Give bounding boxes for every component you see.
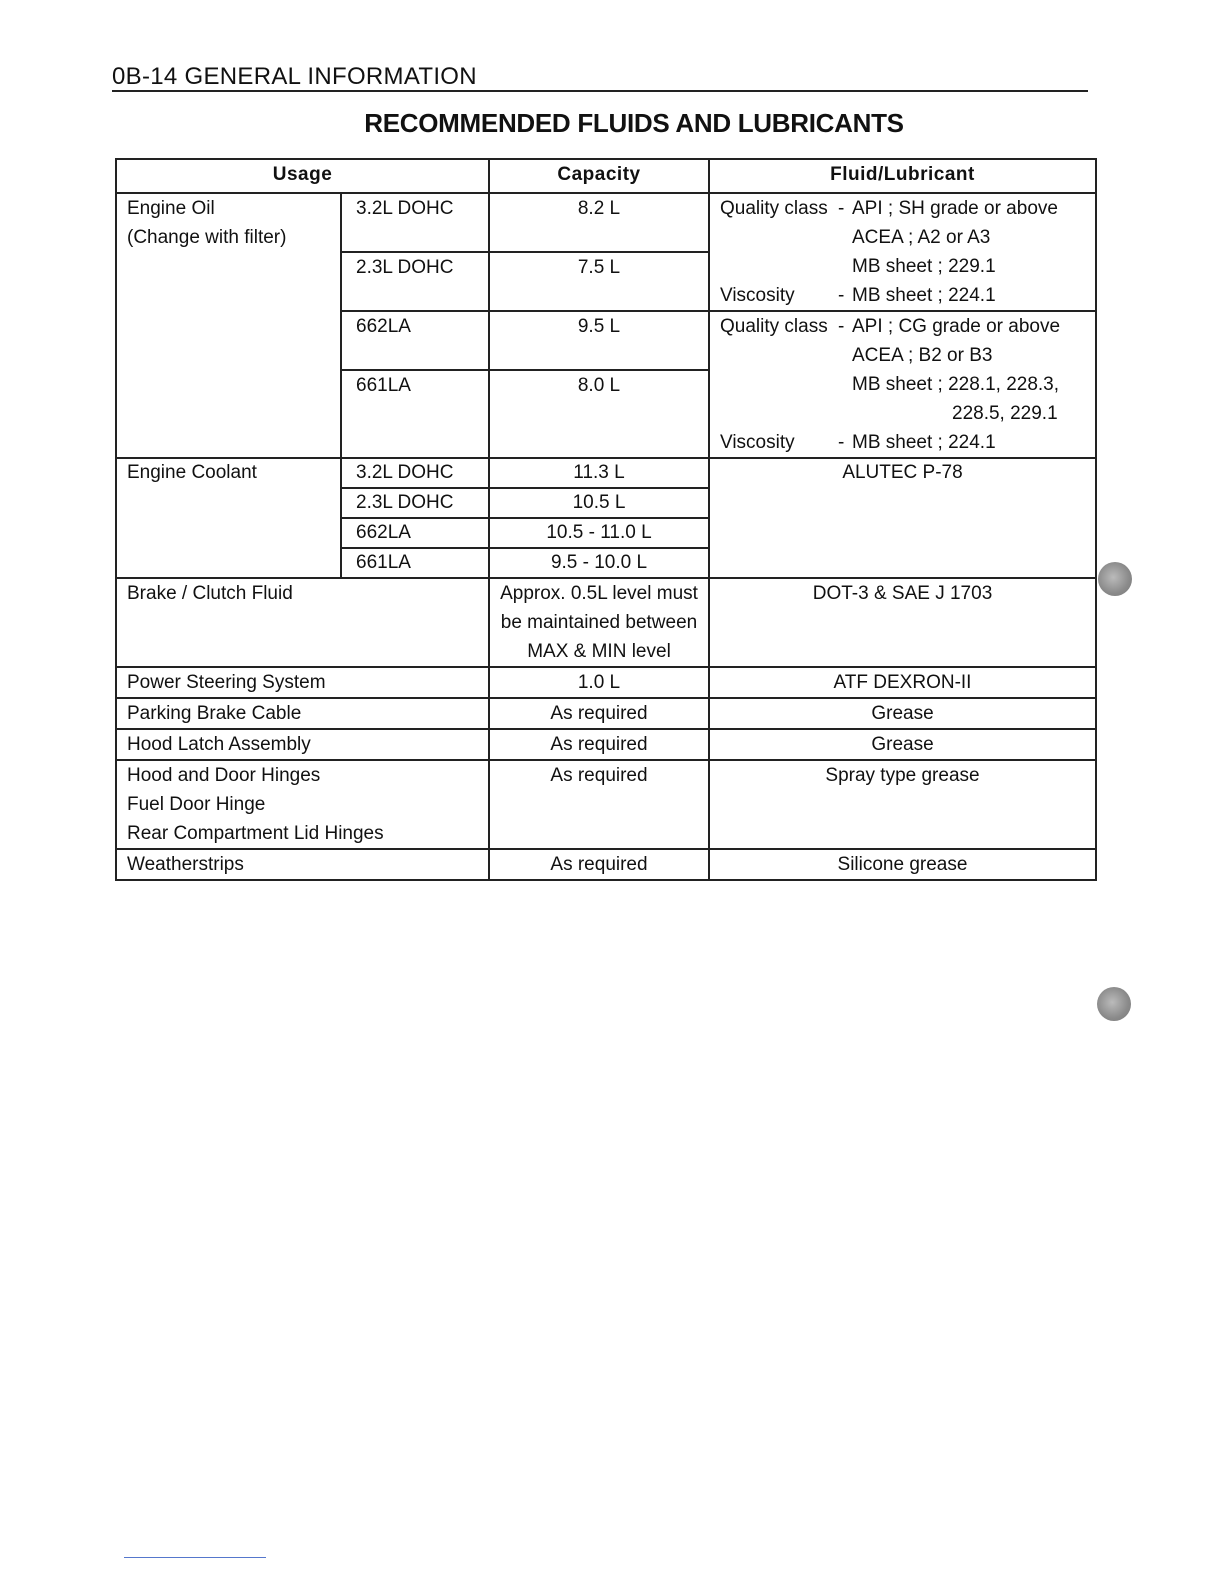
diesel-oil-spec	[709, 311, 1096, 458]
fluids-table	[115, 158, 1097, 881]
header-capacity: Capacity	[489, 159, 709, 193]
brake-capacity-line: MAX & MIN level	[527, 641, 671, 662]
engine-type: 3.2L DOHC	[341, 193, 489, 252]
table-row	[116, 578, 1096, 667]
usage-line: Fuel Door Hinge	[127, 794, 266, 815]
engine-type: 662LA	[341, 311, 489, 370]
quality-class-label: Quality class	[720, 198, 828, 219]
capacity-cell: As required	[489, 849, 709, 880]
brake-capacity-line: Approx. 0.5L level must	[500, 583, 698, 604]
usage-cell: Power Steering System	[116, 667, 489, 698]
gasoline-oil-spec	[709, 193, 1096, 311]
capacity-cell: 1.0 L	[489, 667, 709, 698]
binder-hole-mark	[1097, 987, 1131, 1021]
capacity-cell: 10.5 - 11.0 L	[489, 518, 709, 548]
engine-oil-usage	[116, 193, 341, 458]
fluid-cell: Grease	[709, 698, 1096, 729]
page-header: 0B-14 GENERAL INFORMATION	[112, 64, 1088, 92]
page-title-text: RECOMMENDED FLUIDS AND LUBRICANTS	[364, 108, 904, 138]
mb-sheet: MB sheet ; 228.1, 228.3,	[852, 374, 1060, 395]
brake-fluid: DOT-3 & SAE J 1703	[709, 578, 1096, 667]
table-row	[116, 458, 1096, 488]
binder-hole-mark	[1098, 562, 1132, 596]
table-row	[116, 849, 1096, 880]
table-row	[116, 760, 1096, 849]
header-usage: Usage	[116, 159, 489, 193]
capacity-cell: 8.2 L	[489, 193, 709, 252]
engine-type: 2.3L DOHC	[341, 252, 489, 311]
engine-oil-label: Engine Oil	[127, 198, 215, 219]
capacity-cell: 7.5 L	[489, 252, 709, 311]
acea-grade: ACEA ; A2 or A3	[852, 227, 991, 248]
table-header-row	[116, 159, 1096, 193]
capacity-cell: As required	[489, 729, 709, 760]
table-row	[116, 729, 1096, 760]
brake-capacity	[489, 578, 709, 667]
fluid-cell: Spray type grease	[709, 760, 1096, 849]
api-grade: API ; CG grade or above	[852, 316, 1061, 337]
engine-type: 661LA	[341, 548, 489, 578]
viscosity-value: MB sheet ; 224.1	[852, 432, 996, 453]
table-row	[116, 193, 1096, 252]
coolant-fluid: ALUTEC P-78	[709, 458, 1096, 578]
table-row	[116, 698, 1096, 729]
viscosity-label: Viscosity	[720, 432, 795, 453]
spec-dash: -	[838, 285, 845, 306]
brake-usage: Brake / Clutch Fluid	[116, 578, 489, 667]
brake-capacity-line: be maintained between	[500, 612, 698, 633]
page-title	[0, 108, 1224, 139]
engine-type: 661LA	[341, 370, 489, 458]
capacity-cell: 11.3 L	[489, 458, 709, 488]
usage-cell: Hood Latch Assembly	[116, 729, 489, 760]
usage-cell: Parking Brake Cable	[116, 698, 489, 729]
capacity-cell: As required	[489, 760, 709, 849]
coolant-usage: Engine Coolant	[116, 458, 341, 578]
api-grade: API ; SH grade or above	[852, 198, 1058, 219]
capacity-cell: 9.5 - 10.0 L	[489, 548, 709, 578]
engine-oil-note: (Change with filter)	[127, 227, 287, 248]
acea-grade: ACEA ; B2 or B3	[852, 345, 993, 366]
usage-cell: Weatherstrips	[116, 849, 489, 880]
engine-type: 2.3L DOHC	[341, 488, 489, 518]
capacity-cell: As required	[489, 698, 709, 729]
usage-cell	[116, 760, 489, 849]
usage-line: Hood and Door Hinges	[127, 765, 321, 786]
spec-dash: -	[838, 432, 845, 453]
mb-sheet: MB sheet ; 229.1	[852, 256, 996, 277]
usage-line: Rear Compartment Lid Hinges	[127, 823, 384, 844]
quality-class-label: Quality class	[720, 316, 828, 337]
engine-type: 662LA	[341, 518, 489, 548]
viscosity-label: Viscosity	[720, 285, 795, 306]
viscosity-value: MB sheet ; 224.1	[852, 285, 996, 306]
fluid-cell: ATF DEXRON-II	[709, 667, 1096, 698]
spec-dash: -	[838, 198, 845, 219]
capacity-cell: 8.0 L	[489, 370, 709, 458]
table-row	[116, 667, 1096, 698]
capacity-cell: 10.5 L	[489, 488, 709, 518]
fluid-cell: Grease	[709, 729, 1096, 760]
spec-dash: -	[838, 316, 845, 337]
footer-rule	[124, 1557, 266, 1558]
mb-sheet-cont: 228.5, 229.1	[952, 403, 1058, 424]
fluid-cell: Silicone grease	[709, 849, 1096, 880]
capacity-cell: 9.5 L	[489, 311, 709, 370]
engine-type: 3.2L DOHC	[341, 458, 489, 488]
header-fluid: Fluid/Lubricant	[709, 159, 1096, 193]
